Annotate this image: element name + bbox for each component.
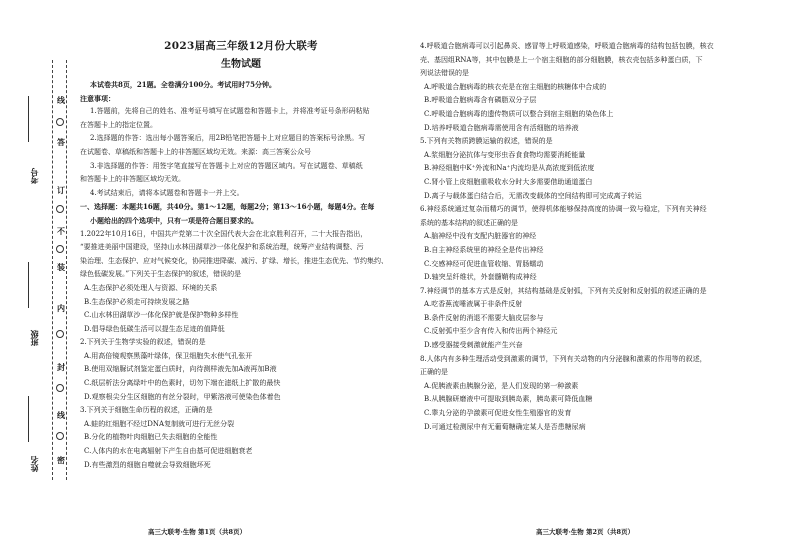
- text-line: 注意事项：: [80, 93, 115, 103]
- seal-char: 不: [57, 226, 65, 236]
- binding-line-outer: [52, 60, 53, 480]
- text-line: A.促胰液素由胰腺分泌，是人们发现的第一种激素: [424, 381, 579, 390]
- page-2: [420, 0, 760, 551]
- binding-hole: [56, 330, 64, 338]
- text-line: D.有些激烈的细胞自噬就会导致细胞坏死: [84, 460, 211, 469]
- text-line: 2.下列关于生物学实验的叙述，错误的是: [80, 338, 206, 347]
- text-line: D.轴突呈纤维状，外套髓鞘构成神经: [424, 273, 537, 282]
- binding-margin: [0, 0, 78, 551]
- text-line: D.感受器接受刺激就能产生兴奋: [424, 341, 523, 350]
- text-line: D.倡导绿色低碳生活可以提生态足迹的值降低: [84, 324, 225, 333]
- text-line: 和答题卡上的非答题区域均无效。: [80, 175, 185, 184]
- binding-hole: [56, 205, 64, 213]
- page-1-footer: 高三大联考·生物 第1页（共8页）: [148, 528, 247, 536]
- text-line: B.呼吸道合胞病毒含有磷脂双分子层: [424, 96, 537, 105]
- text-line: 壳、基因组RNA等，其中包膜是上一个宿主细胞的部分细胞膜，核衣壳包括多种蛋白质，下: [420, 55, 703, 64]
- seal-char: 线: [57, 95, 65, 105]
- text-line: 一、选择题：本题共16题，共40分。第1～12题，每题2分；第13～16小题，每题4分。在每: [80, 202, 375, 212]
- text-line: 3.下列关于细胞生命历程的叙述，正确的是: [80, 406, 213, 415]
- binding-hole: [56, 384, 64, 392]
- exam-subtitle: 生物试题: [221, 59, 261, 70]
- text-line: 1.2022年10月16日，中国共产党第二十次全国代表大会在北京胜利召开，二十大报告指出，: [80, 229, 368, 238]
- text-line: 本试卷共8页，21题。全卷满分100分。考试用时75分钟。: [90, 80, 276, 89]
- text-line: A.吃香蕉流唾液属于非条件反射: [424, 300, 523, 309]
- text-line: B.条件反射的消退不需要大脑皮层参与: [424, 313, 544, 322]
- text-line: A.用高倍镜观察黑藻叶绿体，保卫细胞失水使气孔张开: [84, 351, 253, 360]
- text-line: 列说法错误的是: [420, 69, 469, 78]
- text-line: 6.神经系统通过复杂而精巧的调节，使得机体能够保持高度的协调一致与稳定，下列有关神经: [420, 205, 707, 214]
- page-2-footer: 高三大联考·生物 第2页（共8页）: [536, 528, 635, 536]
- text-line: 5.下列有关物质跨膜运输的叙述，错误的是: [420, 137, 553, 146]
- text-line: B.分化的植物叶肉细胞已失去细胞的全能性: [84, 433, 218, 442]
- text-line: C.呼吸道合胞病毒的遗传物质可以整合到宿主细胞的染色体上: [424, 109, 614, 118]
- seal-char: 装: [57, 262, 65, 272]
- text-line: 7.神经调节的基本方式是反射，其结构基础是反射弧，下列有关反射和反射弧的叙述正确的是: [420, 286, 707, 295]
- seal-char: 密: [57, 455, 65, 465]
- text-line: 3.非选择题的作答：用签字笔直接写在答题卡上对应的答题区域内。写在试题卷、草稿纸: [90, 161, 363, 170]
- text-line: B.生态保护必须走可持续发展之路: [84, 297, 190, 306]
- text-line: 8.人体内有多种生理活动受到激素的调节，下列有关动物的内分泌腺和激素的作用等的叙述，: [420, 354, 707, 363]
- binding-hole: [56, 118, 64, 126]
- page-1-body: [80, 78, 402, 472]
- text-line: 1.答题前，先将自己的姓名、准考证号填写在试题卷和答题卡上，并将准考证号条形码粘贴: [90, 107, 370, 116]
- text-line: A.蛙的红细胞不经过DNA复制就可进行无丝分裂: [84, 419, 235, 428]
- exam-title: 2023届高三年级12月份大联考: [164, 40, 318, 52]
- text-line: 系统的基本结构的叙述正确的是: [420, 218, 518, 227]
- text-line: 在答题卡上的指定位置。: [80, 120, 157, 129]
- text-line: 4.呼吸道合胞病毒可以引起鼻炎、感冒等上呼吸道感染，呼吸道合胞病毒的结构包括包膜，核衣: [420, 42, 714, 50]
- text-line: C.睾丸分泌的孕激素可促进女性生殖器官的发育: [424, 409, 572, 418]
- text-line: B.自主神经系统里的神经全是传出神经: [424, 245, 544, 254]
- exam-number-label: 考号: [29, 168, 39, 184]
- class-line: [28, 262, 29, 308]
- text-line: A.呼吸道合胞病毒的核衣壳是在宿主细胞的核糖体中合成的: [424, 82, 607, 91]
- seal-char: 封: [57, 362, 65, 372]
- text-line: 绿色低碳发展。”下列关于生态保护的叙述，错误的是: [80, 270, 242, 279]
- text-line: 在试题卷、草稿纸和答题卡上的非答题区域均无效。来源：高三答案公众号: [80, 147, 311, 156]
- name-line: [28, 396, 29, 442]
- text-line: D.离子与载体蛋白结合后，无需改变载体的空间结构即可完成离子转运: [424, 191, 642, 200]
- seal-char: 订: [57, 185, 65, 195]
- text-line: 染治理、生态保护、应对气候变化，协同推进降碳、减污、扩绿、增长，推进生态优先、节约集约、: [80, 256, 388, 265]
- seal-char: 答: [57, 137, 65, 147]
- text-line: B.从胰腺研磨液中可提取到胰岛素，胰岛素可降低血糖: [424, 395, 593, 404]
- text-line: C.纸层析法分离绿叶中的色素时，切勿下端在滤纸上扩散的最快: [84, 379, 281, 388]
- text-line: C.反射弧中至少含有传入和传出两个神经元: [424, 327, 558, 336]
- text-line: 2.选择题的作答：选出每小题答案后，用2B铅笔把答题卡上对应题目的答案标号涂黑。写: [90, 134, 366, 143]
- page-2-body: [420, 40, 760, 434]
- text-line: C.交感神经可促进血管收缩、胃肠蠕动: [424, 259, 544, 268]
- text-line: 4.考试结束后，请将本试题卷和答题卡一并上交。: [90, 188, 244, 197]
- text-line: 正确的是: [420, 368, 448, 377]
- text-line: D.培养呼吸道合胞病毒需使用含有活细胞的培养液: [424, 123, 579, 132]
- text-line: C.山水林田湖草沙一体化保护就是保护物种多样性: [84, 311, 239, 320]
- text-line: A.生态保护必须处理人与资源、环境的关系: [84, 283, 218, 292]
- binding-line-inner: [66, 60, 67, 480]
- seal-char: 内: [57, 303, 65, 313]
- text-line: D.可通过检测尿中有无葡萄糖确定某人是否患糖尿病: [424, 422, 586, 431]
- text-line: A.脑神经中没有支配内脏器官的神经: [424, 232, 537, 241]
- text-line: D.观察根尖分生区细胞的有丝分裂时，甲紫溶液可使染色体着色: [84, 392, 281, 401]
- page-1: [80, 0, 402, 551]
- exam-number-line: [28, 96, 29, 142]
- text-line: “要推进美丽中国建设，坚持山水林田湖草沙一体化保护和系统治理，统筹产业结构调整、污: [80, 243, 364, 252]
- name-label: 姓名: [29, 456, 39, 472]
- text-line: 小题给出的四个选项中，只有一项是符合题目要求的。: [90, 215, 258, 225]
- text-line: C.肾小管上皮细胞重吸收水分时大多需要借助通道蛋白: [424, 177, 593, 186]
- text-line: A.浆细胞分泌抗体与变形虫吞食食物均需要消耗能量: [424, 150, 586, 159]
- class-label: 班级: [29, 330, 39, 346]
- binding-hole: [56, 432, 64, 440]
- text-line: B.使用双缩脲试剂鉴定蛋白质时，向待测样液先加A液再加B液: [84, 365, 277, 374]
- text-line: C.人体内的水在电离辐射下产生自由基可促进细胞衰老: [84, 447, 253, 456]
- seal-char: 线: [57, 410, 65, 420]
- text-line: B.神经细胞中K⁺外流和Na⁺内流均是从高浓度到低浓度: [424, 164, 595, 173]
- binding-hole: [56, 245, 64, 253]
